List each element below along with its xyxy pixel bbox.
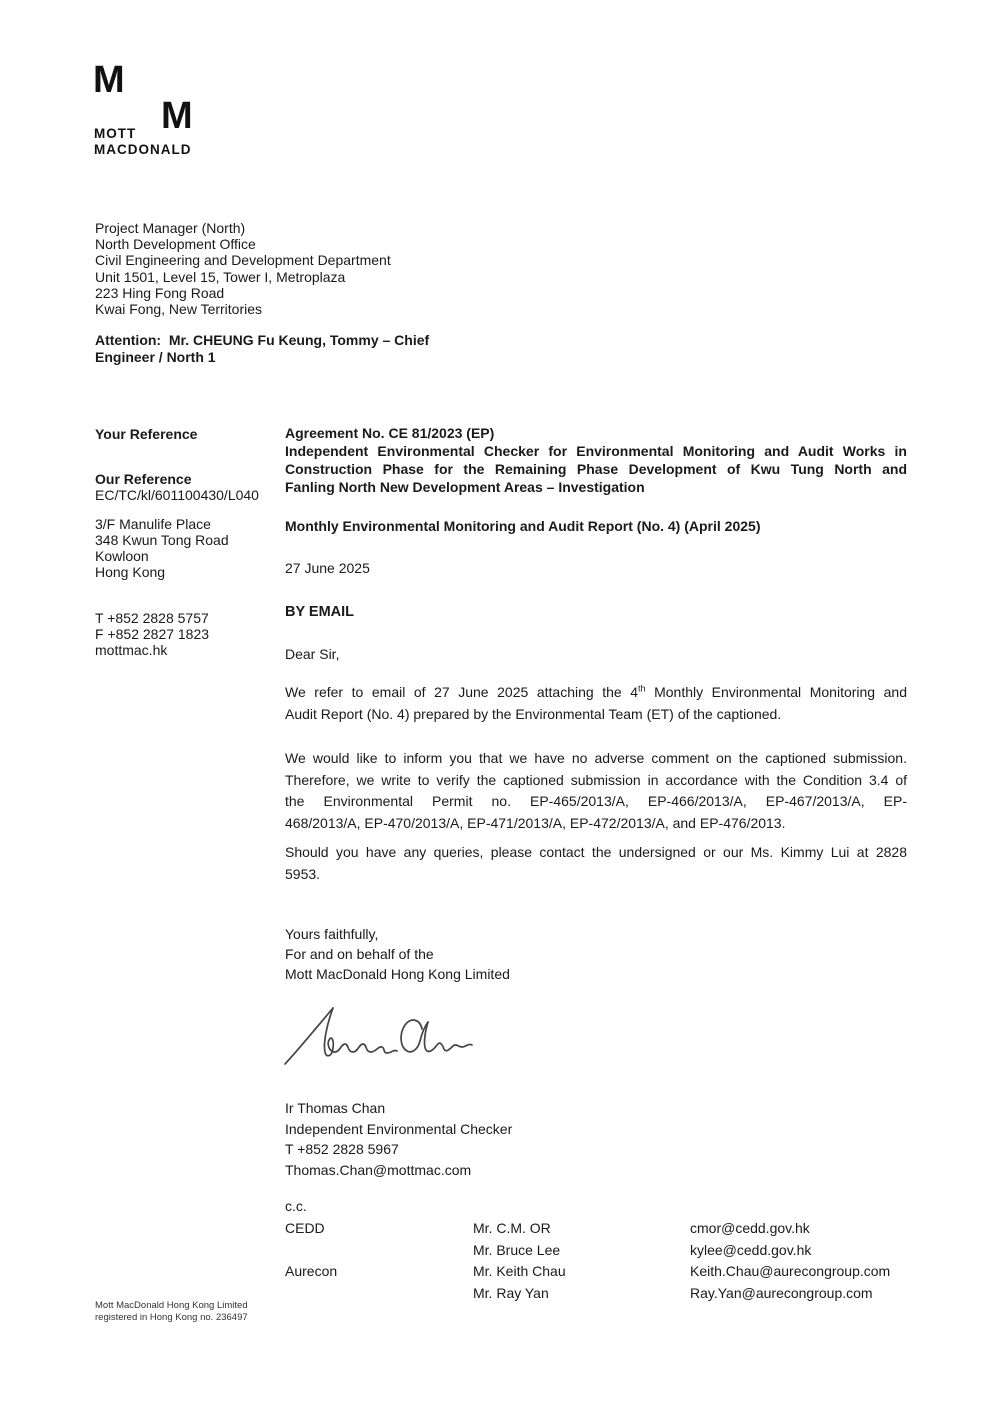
logo-wordmark-line2: MACDONALD [94, 142, 192, 157]
sender-phone: T +852 2828 5757 [95, 610, 209, 626]
paragraph-1-line2: Audit Report (No. 4) prepared by the Environmental Team (ET) of the captioned. [285, 705, 782, 722]
p1-text-after: Monthly Environmental Monitoring and [645, 684, 907, 700]
cc-org [285, 1240, 473, 1262]
recipient-line: Project Manager (North) [95, 220, 246, 236]
recipient-line: Unit 1501, Level 15, Tower I, Metroplaza [95, 268, 346, 285]
signer-title: Independent Environmental Checker [285, 1120, 513, 1137]
signature-image [283, 998, 498, 1080]
attention-line1: Attention: Mr. CHEUNG Fu Keung, Tommy – Chief [95, 332, 430, 348]
signer-email: Thomas.Chan@mottmac.com [285, 1161, 472, 1178]
sender-address [95, 516, 295, 580]
recipient-address [95, 220, 495, 317]
subject-block [285, 424, 907, 496]
delivery-method: BY EMAIL [285, 604, 355, 620]
cc-name: Mr. C.M. OR [473, 1220, 551, 1236]
subject-report-title: Monthly Environmental Monitoring and Audit Report (No. 4) (April 2025) [285, 518, 761, 534]
cc-org: Aurecon [285, 1263, 338, 1280]
p1-superscript: th [638, 683, 646, 694]
sender-address-line: Hong Kong [95, 564, 166, 580]
paragraph-3-line: 5953. [285, 865, 321, 882]
closing-block [285, 924, 685, 984]
sender-address-line: 3/F Manulife Place [95, 516, 211, 532]
sender-fax: F +852 2827 1823 [95, 626, 210, 642]
paragraph-2-line: We would like to inform you that we have no adverse comment on the captioned submission. [285, 750, 907, 766]
your-reference-label: Your Reference [95, 426, 198, 442]
subject-title: Agreement No. CE 81/2023 (EP) [285, 425, 495, 441]
sender-address-line: Kowloon [95, 548, 149, 564]
recipient-line: North Development Office [95, 236, 256, 253]
signer-block [285, 1098, 685, 1180]
footer-line2: registered in Hong Kong no. 236497 [95, 1311, 248, 1323]
subject-line: Independent Environmental Checker for Environmental Monitoring and Audit Works in [285, 443, 907, 459]
paragraph-2 [285, 748, 907, 834]
cc-email: cmor@cedd.gov.hk [690, 1220, 810, 1236]
closing-line: Mott MacDonald Hong Kong Limited [285, 966, 510, 982]
attention-line2: Engineer / North 1 [95, 349, 216, 366]
logo-wordmark-line1: MOTT [94, 126, 137, 141]
paragraph-2-line: the Environmental Permit no. EP-465/2013/A, EP-466/2013/A, EP-467/2013/A, EP- [285, 793, 907, 809]
sender-address-line: 348 Kwun Tong Road [95, 532, 229, 548]
paragraph-3-line: Should you have any queries, please contact the undersigned or our Ms. Kimmy Lui at 2828 [285, 844, 907, 860]
closing-line: For and on behalf of the [285, 946, 434, 962]
salutation: Dear Sir, [285, 646, 340, 662]
subject-line: Construction Phase for the Remaining Phase Development of Kwu Tung North and [285, 461, 907, 477]
recipient-line: 223 Hing Fong Road [95, 284, 225, 301]
sender-contact [95, 610, 295, 658]
letter-date: 27 June 2025 [285, 560, 370, 576]
signer-name: Ir Thomas Chan [285, 1100, 386, 1116]
paragraph-2-line: 468/2013/A, EP-470/2013/A, EP-471/2013/A, EP-472/2013/A, and EP-476/2013. [285, 814, 786, 831]
attention-block [95, 332, 495, 367]
closing-line: Yours faithfully, [285, 926, 379, 942]
logo-m-icon-top: M [93, 59, 124, 101]
recipient-line: Kwai Fong, New Territories [95, 301, 263, 318]
cc-name: Mr. Bruce Lee [473, 1241, 561, 1258]
paragraph-2-line: Therefore, we write to verify the captioned submission in accordance with the Condition 3.4 of [285, 771, 907, 788]
recipient-line: Civil Engineering and Development Department [95, 252, 391, 269]
cc-email: kylee@cedd.gov.hk [690, 1241, 812, 1258]
paragraph-1-line1 [285, 682, 907, 704]
paragraph-3 [285, 842, 907, 885]
cc-label: c.c. [285, 1198, 307, 1214]
signer-phone: T +852 2828 5967 [285, 1141, 399, 1158]
p1-text-before: We refer to email of 27 June 2025 attaching the 4 [285, 684, 639, 700]
our-reference-label: Our Reference [95, 471, 192, 487]
footer-line1: Mott MacDonald Hong Kong Limited [95, 1300, 248, 1311]
company-registration-footer [95, 1300, 395, 1324]
sender-website: mottmac.hk [95, 642, 168, 658]
logo-m-icon-bottom: M [161, 95, 192, 137]
paragraph-1 [285, 682, 907, 725]
subject-line: Fanling North New Development Areas – Investigation [285, 479, 645, 495]
cc-email: Ray.Yan@aurecongroup.com [690, 1284, 873, 1301]
cc-email: Keith.Chau@aurecongroup.com [690, 1263, 891, 1280]
cc-org: CEDD [285, 1220, 325, 1236]
cc-name: Mr. Ray Yan [473, 1284, 549, 1301]
our-reference-value: EC/TC/kl/601100430/L040 [95, 487, 259, 503]
cc-name: Mr. Keith Chau [473, 1263, 566, 1280]
cc-table [285, 1218, 907, 1304]
